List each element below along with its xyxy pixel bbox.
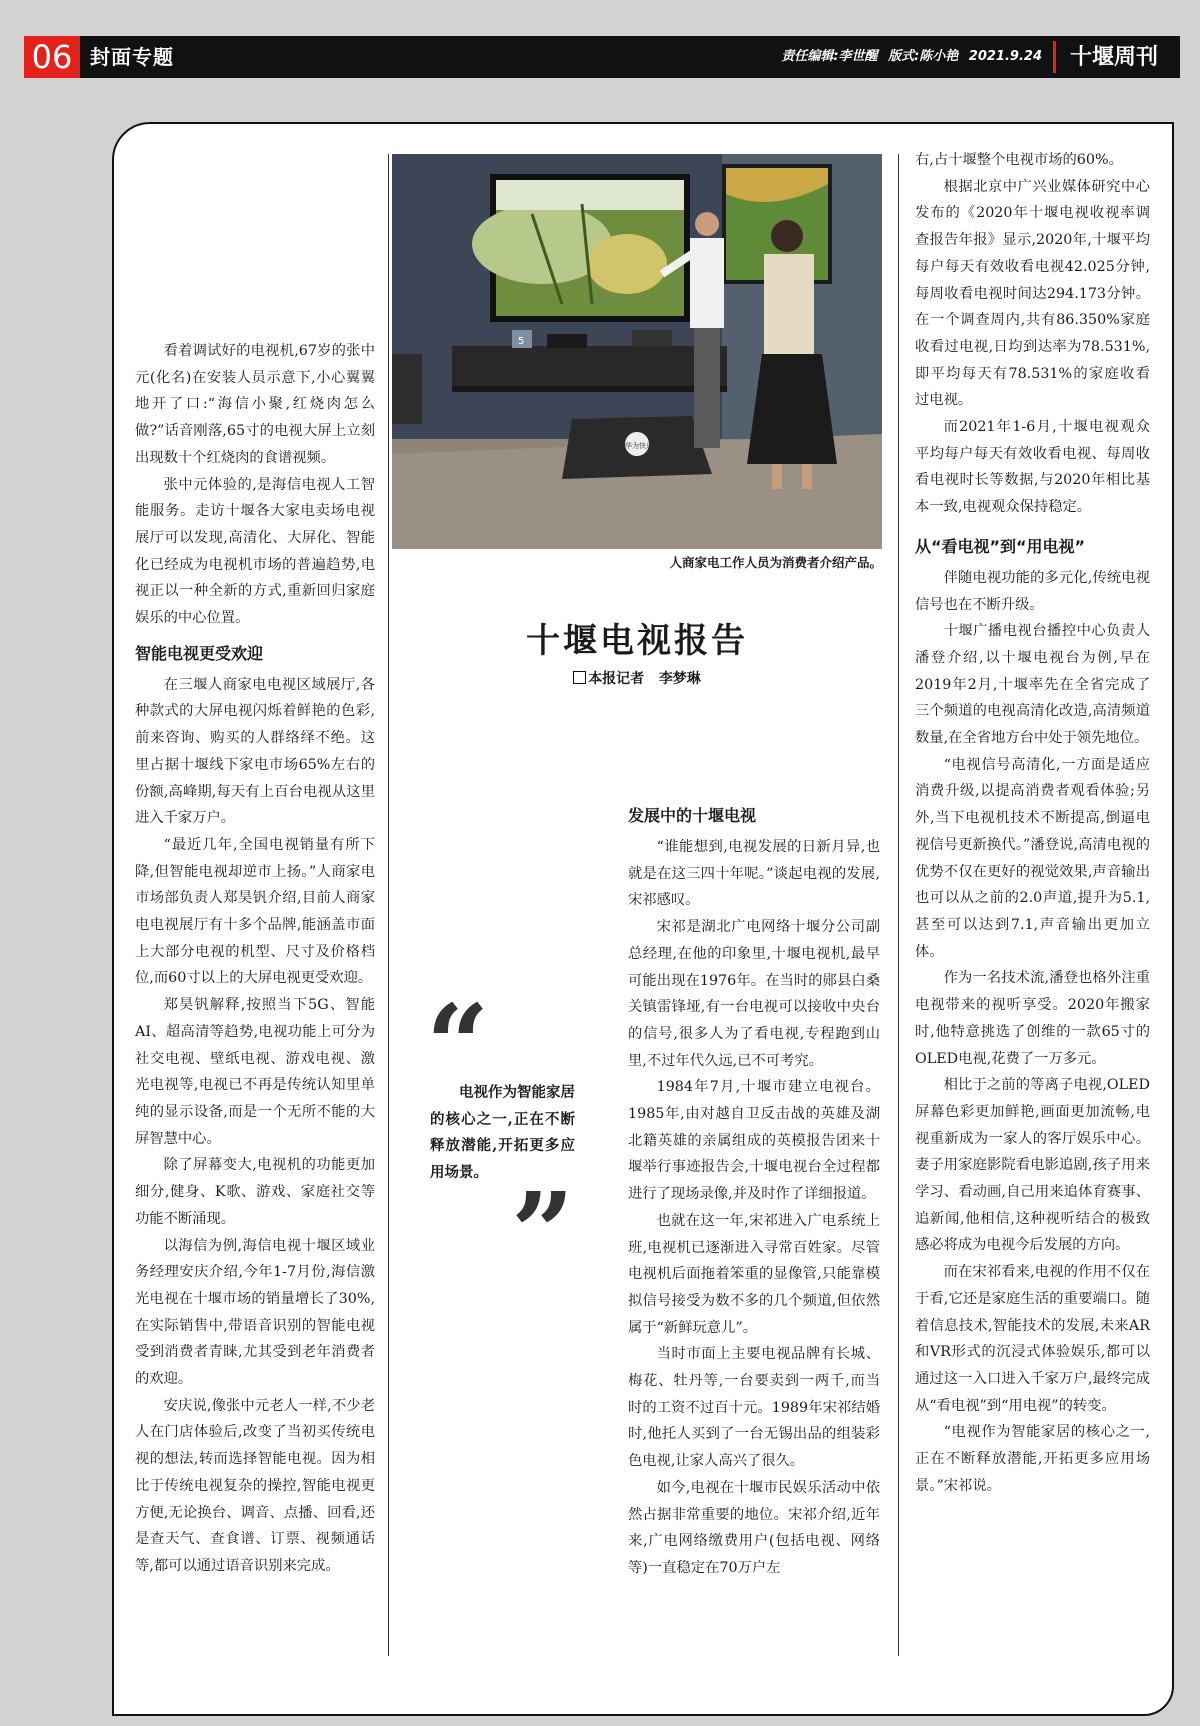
open-quote-icon: “ (426, 980, 490, 1109)
paragraph: “电视作为智能家居的核心之一,正在不断释放潜能,开拓更多应用场景。”宋祁说。 (915, 1424, 1150, 1494)
paragraph: 根据北京中广兴业媒体研究中心发布的《2020年十堰电视收视率调查报告年报》显示,2020年,十堰平均每户每天有效收看电视42.025分钟,每周收看电视时间达294.173分钟。在一个调查周内,共有86.350%家庭收看过电视,日均到达率为78.531%,即平均每天有78.531%的家庭收看过电视。 (915, 178, 1150, 409)
paragraph: 伴随电视功能的多元化,传统电视信号也在不断升级。 (915, 569, 1150, 613)
photo-caption: 人商家电工作人员为消费者介绍产品。 (669, 555, 882, 570)
mat-label: 华为快乐 (625, 442, 653, 450)
tv-cabinet (452, 346, 727, 386)
paragraph: 以海信为例,海信电视十堰区域业务经理安庆介绍,今年1-7月份,海信激光电视在十堰市场的销量增长了30%,在实际销售中,带语音识别的智能电视受到消费者青睐,尤其受到老年消费者的欢迎。 (135, 1237, 375, 1388)
paragraph: 如今,电视在十堰市民娱乐活动中依然占据非常重要的地位。宋祁介绍,近年来,广电网络缴费用户(包括电视、网络等)一直稳定在70万户左 (628, 1479, 880, 1576)
byline (392, 668, 882, 688)
section-heading: 智能电视更受欢迎 (135, 643, 264, 663)
paragraph: 1984年7月,十堰市建立电视台。1985年,由对越自卫反击战的英雄及湖北籍英雄的亲属组成的英模报告团来十堰举行事迹报告会,十堰电视台全过程都进行了现场录像,并及时作了详细报道。 (628, 1079, 880, 1203)
editor-credits (775, 36, 1042, 78)
page-header (24, 36, 1180, 78)
column-divider (898, 154, 899, 1656)
column-divider (388, 154, 389, 1656)
masthead-logo: 十堰周刊 (1053, 41, 1172, 73)
section-heading: 从“看电视”到“用电视” (915, 536, 1086, 556)
paragraph: “最近几年,全国电视销量有所下降,但智能电视却逆市上扬。”人商家电市场部负责人郑昊钒介绍,目前人商家电电视展厅有十多个品牌,能涵盖市面上大部分电视的机型、尺寸及价格档位,而60寸以上的大屏电视更受欢迎。 (135, 836, 375, 987)
paragraph: 在三堰人商家电电视区域展厅,各种款式的大屏电视闪烁着鲜艳的色彩,前来咨询、购买的人群络绎不绝。这里占据十堰线下家电市场65%左右的份额,高峰期,每天有上百台电视从这里进入千家万户。 (135, 676, 375, 827)
layout-credit: 版式:陈小艳 (888, 49, 959, 64)
close-quote-icon: ” (511, 1168, 575, 1297)
article-title: 十堰电视报告 (526, 621, 748, 661)
article-column-1 (135, 338, 375, 1580)
paragraph: 十堰广播电视台播控中心负责人潘登介绍,以十堰电视台为例,早在2019年2月,十堰率先在全省完成了三个频道的电视高清化改造,高清频道数量,在全省地方台中处于领先地位。 (915, 623, 1150, 747)
pull-quote: 电视作为智能家居的核心之一,正在不断释放潜能,开拓更多应用场景。 (430, 1084, 575, 1181)
article-column-2 (628, 794, 880, 1582)
paragraph: 而2021年1-6月,十堰电视观众平均每户每天有效收看电视、每周收看电视时长等数据,与2020年相比基本一致,电视观众保持稳定。 (915, 419, 1150, 516)
paragraph: 当时市面上主要电视品牌有长城、梅花、牡丹等,一台要卖到一两千,而当时的工资不过百十元。1989年宋祁结婚时,他托人买到了一台无锡出品的组装彩色电视,让家人高兴了很久。 (628, 1346, 880, 1470)
paragraph: “电视信号高清化,一方面是适应消费升级,以提高消费者观看体验;另外,当下电视机技术不断提高,倒逼电视信号更新换代。”潘登说,高清电视的优势不仅在更好的视觉效果,声音输出也可以从之前的2.0声道,提升为5.1,甚至可以达到7.1,声音输出更加立体。 (915, 756, 1150, 960)
paragraph: 作为一名技术流,潘登也格外注重电视带来的视听享受。2020年搬家时,他特意挑选了创维的一款65寸的OLED电视,花费了一万多元。 (915, 970, 1150, 1067)
customer-figure (764, 254, 814, 364)
paragraph: 张中元体验的,是海信电视人工智能服务。走访十堰各大家电卖场电视展厅可以发现,高清化、大屏化、智能化已经成为电视机市场的普遍趋势,电视正以一种全新的方式,重新回归家庭娱乐的中心位置。 (135, 476, 375, 627)
paragraph: 相比于之前的等离子电视,OLED屏幕色彩更加鲜艳,画面更加流畅,电视重新成为一家人的客厅娱乐中心。妻子用家庭影院看电影追剧,孩子用来学习、看动画,自己用来追体育赛事、追新闻,他相信,这种视听结合的极致感必将成为电视今后发展的方向。 (915, 1077, 1150, 1254)
paragraph: 安庆说,像张中元老人一样,不少老人在门店体验后,改变了当初买传统电视的想法,转而选择智能电视。因为相比于传统电视复杂的操控,智能电视更方便,无论换台、调音、点播、回看,还是查天气、查食谱、订票、视频通话等,都可以通过语音识别来完成。 (135, 1397, 375, 1574)
article-column-3 (915, 147, 1150, 1499)
byline-box-icon (573, 671, 586, 684)
paragraph-continued: 右,占十堰整个电视市场的60%。 (915, 152, 1123, 168)
paragraph: 郑昊钒解释,按照当下5G、智能AI、超高清等趋势,电视功能上可分为社交电视、壁纸电视、游戏电视、激光电视等,电视已不再是传统认知里单纯的显示设备,而是一个无所不能的大屏智慧中心。 (135, 997, 375, 1147)
issue-date: 2021.9.24 (968, 49, 1042, 64)
paragraph: 看着调试好的电视机,67岁的张中元(化名)在安装人员示意下,小心翼翼地开了口:“海信小聚,红烧肉怎么做?”话音刚落,65寸的电视大屏上立刻出现数十个红烧肉的食谱视频。 (135, 343, 375, 466)
section-heading: 发展中的十堰电视 (628, 806, 757, 825)
page-number: 06 (24, 36, 80, 78)
paragraph: 也就在这一年,宋祁进入广电系统上班,电视机已逐渐进入寻常百姓家。尽管电视机后面拖着笨重的显像管,只能靠模拟信号接受为数不多的几个频道,但依然属于“新鲜玩意儿”。 (628, 1212, 880, 1336)
paragraph: 宋祁是湖北广电网络十堰分公司副总经理,在他的印象里,十堰电视机,最早可能出现在1976年。在当时的郧县白桑关镇雷锋垭,有一台电视可以接收中央台的信号,很多人为了看电视,专程跑到山里,不过年代久远,已不可考究。 (628, 919, 880, 1069)
section-title: 封面专题 (90, 45, 174, 69)
paragraph: “谁能想到,电视发展的日新月异,也就是在这三四十年呢。”谈起电视的发展,宋祁感叹。 (628, 839, 880, 909)
showroom-photo (392, 154, 882, 549)
photo-box-label: 5 (518, 336, 525, 347)
paragraph: 除了屏幕变大,电视机的功能更加细分,健身、K歌、游戏、家庭社交等功能不断涌现。 (135, 1157, 375, 1227)
paragraph: 而在宋祁看来,电视的作用不仅在于看,它还是家庭生活的重要端口。随着信息技术,智能技术的发展,未来AR和VR形式的沉浸式体验娱乐,都可以通过这一入口进入千家万户,最终完成从“看电视”到“用电视”的转变。 (915, 1264, 1150, 1414)
byline-name: 李梦琳 (658, 671, 701, 687)
editor-credit: 责任编辑:李世醒 (781, 49, 878, 64)
byline-role: 本报记者 (588, 671, 645, 687)
salesman-figure (690, 238, 724, 328)
